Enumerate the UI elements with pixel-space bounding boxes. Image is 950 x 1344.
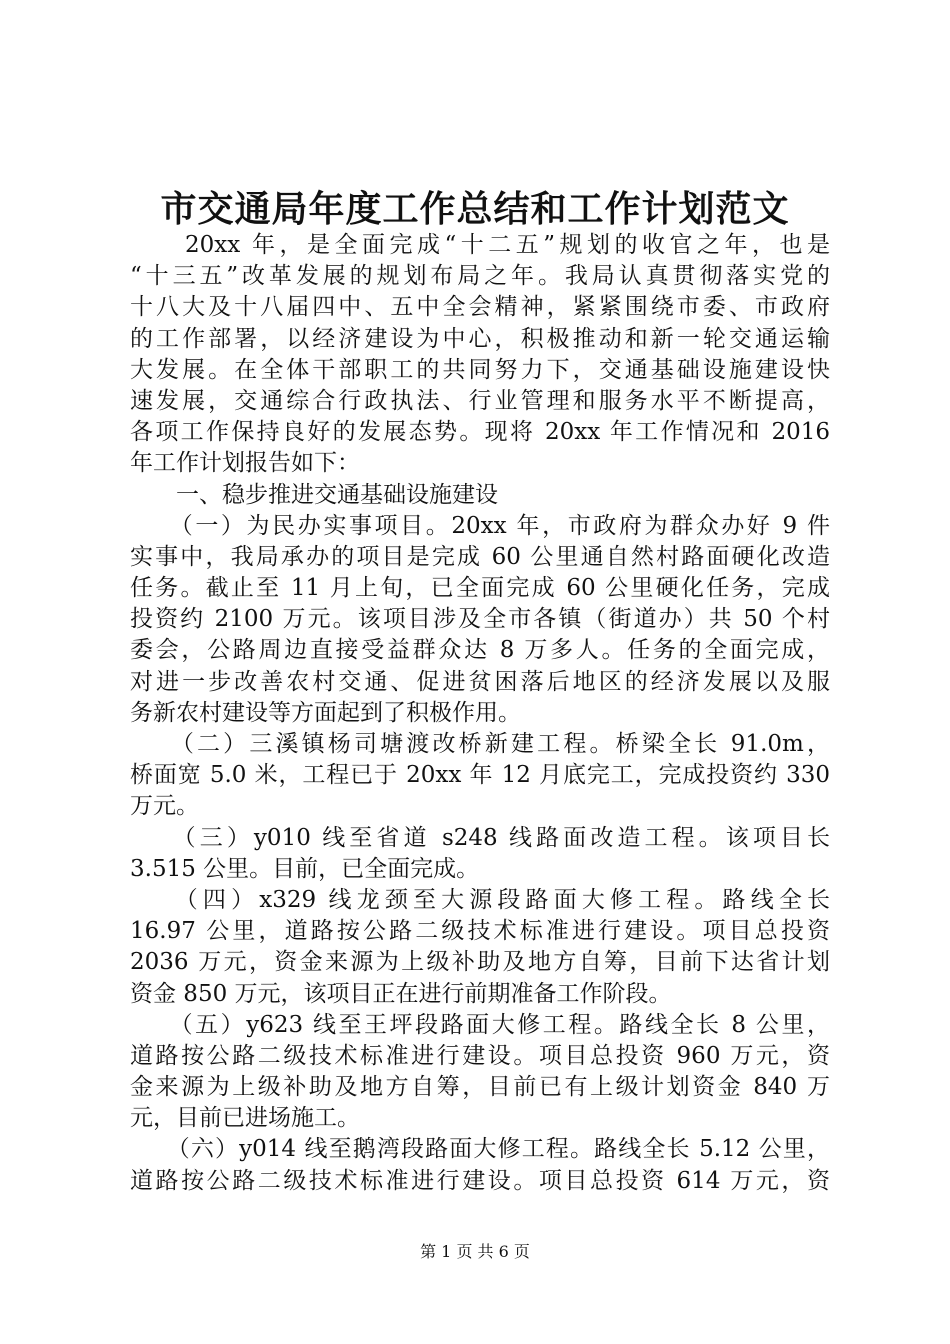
body-text-line: （五）y623 线至王坪段路面大修工程。路线全长 8 公里， [130,1011,830,1038]
page-footer: 第 1 页 共 6 页 [420,1242,530,1261]
body-text-line: 各项工作保持良好的发展态势。现将 20xx 年工作情况和 2016 [130,419,830,446]
body-text-line: （三）y010 线至省道 s248 线路面改造工程。该项目长 [130,824,830,851]
body-text-line: 万元。 [130,793,199,820]
body-text-line: （一）为民办实事项目。20xx 年，市政府为群众办好 9 件 [130,512,830,539]
body-text-line: 元，目前已进场施工。 [130,1105,360,1132]
body-text-line: 的工作部署，以经济建设为中心，积极推动和新一轮交通运输 [130,325,830,352]
body-text-line: 速发展，交通综合行政执法、行业管理和服务水平不断提高， [130,387,830,414]
body-text-line: 十八大及十八届四中、五中全会精神，紧紧围绕市委、市政府 [130,294,830,321]
page-title: 市交通局年度工作总结和工作计划范文 [160,188,790,230]
body-text-line: 任务。截止至 11 月上旬，已全面完成 60 公里硬化任务，完成 [130,575,830,602]
body-text-line: 大发展。在全体干部职工的共同努力下，交通基础设施建设快 [130,356,830,383]
body-text-line: 务新农村建设等方面起到了积极作用。 [130,699,521,726]
body-text-line: 年工作计划报告如下： [130,450,360,477]
body-text-line: 16.97 公里，道路按公路二级技术标准进行建设。项目总投资 [130,918,830,945]
body-text-line: 资金 850 万元，该项目正在进行前期准备工作阶段。 [130,980,672,1007]
document-body [130,230,830,1197]
body-text-line: 道路按公路二级技术标准进行建设。项目总投资 614 万元，资 [130,1167,830,1194]
body-text-line: 委会，公路周边直接受益群众达 8 万多人。任务的全面完成， [130,637,830,664]
body-text-line: 一、稳步推进交通基础设施建设 [130,481,498,508]
body-text-line: 道路按公路二级技术标准进行建设。项目总投资 960 万元，资 [130,1042,830,1069]
body-text-line: 桥面宽 5.0 米，工程已于 20xx 年 12 月底完工，完成投资约 330 [130,762,830,789]
body-text-line: 投资约 2100 万元。该项目涉及全市各镇（街道办）共 50 个村 [130,606,830,633]
body-text-line: 20xx 年，是全面完成“十二五”规划的收官之年，也是 [130,232,830,258]
body-text-line: （六）y014 线至鹅湾段路面大修工程。路线全长 5.12 公里， [130,1136,830,1163]
body-text-line: 3.515 公里。目前，已全面完成。 [130,855,480,882]
body-text-line: “十三五”改革发展的规划布局之年。我局认真贯彻落实党的 [130,263,830,290]
body-text-line: （四）x329 线龙颈至大源段路面大修工程。路线全长 [130,886,830,913]
body-text-line: 金来源为上级补助及地方自筹，目前已有上级计划资金 840 万 [130,1074,830,1101]
body-text-line: 实事中，我局承办的项目是完成 60 公里通自然村路面硬化改造 [130,543,830,570]
body-text-line: （二）三溪镇杨司塘渡改桥新建工程。桥梁全长 91.0m， [130,731,830,757]
body-text-line: 对进一步改善农村交通、促进贫困落后地区的经济发展以及服 [130,668,830,695]
body-text-line: 2036 万元，资金来源为上级补助及地方自筹，目前下达省计划 [130,949,830,976]
